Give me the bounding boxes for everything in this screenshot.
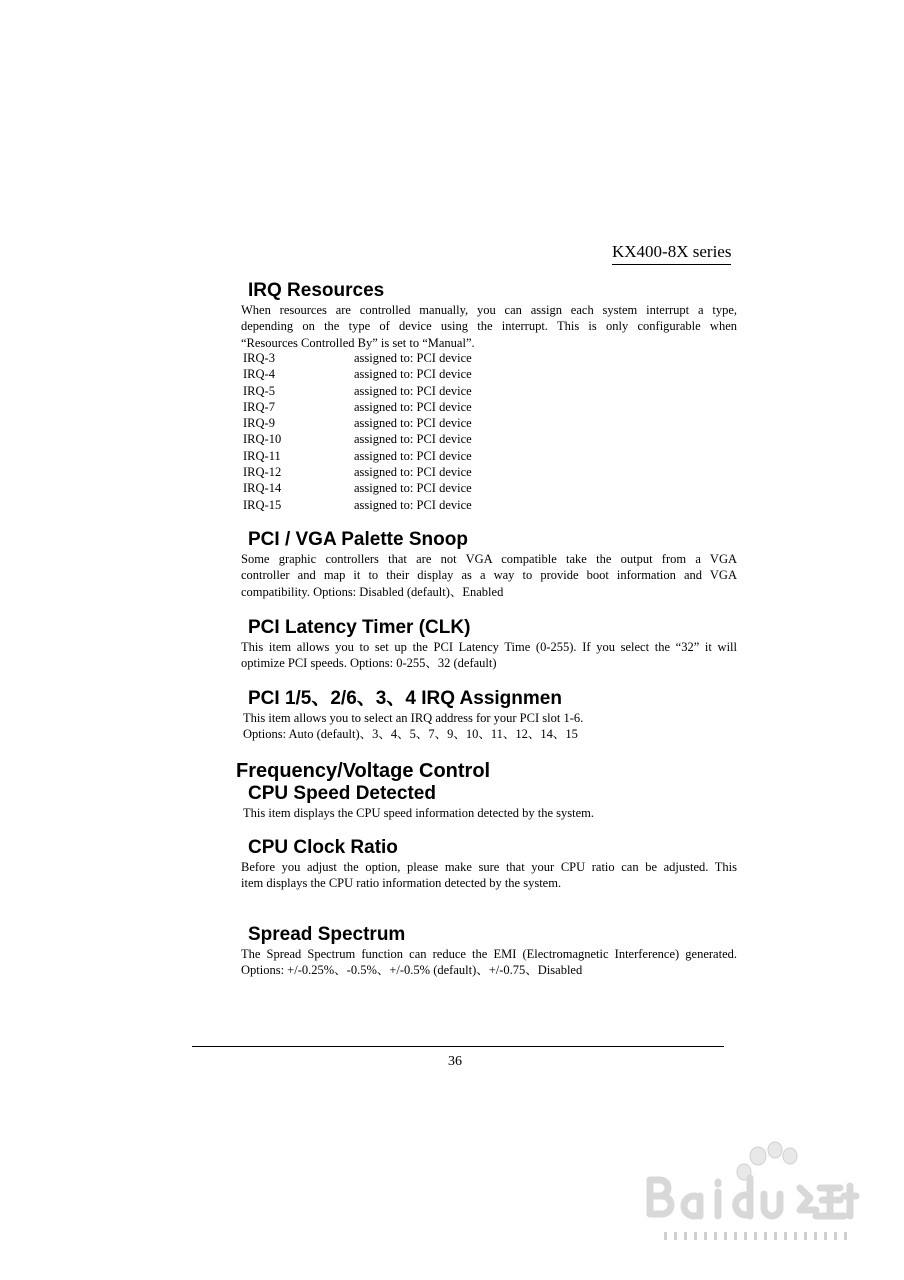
irq-name: IRQ-9 <box>243 416 275 431</box>
spread-spectrum-heading: Spread Spectrum <box>248 924 406 945</box>
irq-row <box>243 350 472 366</box>
irq-row <box>243 415 472 431</box>
irq-row <box>243 464 472 480</box>
cpu-ratio-heading: CPU Clock Ratio <box>248 837 398 858</box>
latency-timer-heading: PCI Latency Timer (CLK) <box>248 617 471 638</box>
paragraph-line: This item allows you to select an IRQ address for your PCI slot 1-6. <box>243 711 584 725</box>
irq-row <box>243 497 472 513</box>
baidu-jingyan-watermark-logo <box>640 1140 870 1250</box>
footer-divider <box>192 1046 724 1047</box>
paragraph-line: This item displays the CPU speed information detected by the system. <box>243 806 594 820</box>
irq-value: assigned to: PCI device <box>354 416 472 431</box>
irq-name: IRQ-5 <box>243 383 275 398</box>
irq-name: IRQ-12 <box>243 465 282 480</box>
irq-row <box>243 366 472 382</box>
irq-value: assigned to: PCI device <box>354 399 472 414</box>
cpu-speed-heading: CPU Speed Detected <box>248 783 436 804</box>
irq-value: assigned to: PCI device <box>354 351 472 365</box>
frequency-voltage-heading: Frequency/Voltage Control <box>236 760 491 782</box>
irq-value: assigned to: PCI device <box>354 367 472 382</box>
irq-name: IRQ-10 <box>243 432 282 447</box>
irq-name: IRQ-7 <box>243 399 275 414</box>
irq-name: IRQ-4 <box>243 367 275 382</box>
paragraph-line: controller and map it to their display as a way to provide boot information and VGA <box>241 568 737 583</box>
spread-spectrum-description <box>241 946 737 979</box>
paragraph-line: The Spread Spectrum function can reduce the EMI (Electromagnetic Interference) generated. <box>241 947 737 961</box>
irq-row <box>243 399 472 415</box>
irq-row <box>243 431 472 447</box>
paragraph-line: Before you adjust the option, please make sure that your CPU ratio can be adjusted. This <box>241 860 737 874</box>
paragraph-line: compatibility. Options: Disabled (default)、Enabled <box>241 584 504 599</box>
paragraph-line: This item allows you to set up the PCI Latency Time (0-255). If you select the “32” it will <box>241 640 737 654</box>
vga-snoop-heading: PCI / VGA Palette Snoop <box>248 529 468 550</box>
irq-row <box>243 383 472 399</box>
irq-assignment-heading: PCI 1/5、2/6、3、4 IRQ Assignmen <box>248 688 562 709</box>
cpu-speed-description <box>243 805 739 821</box>
irq-assignment-description <box>243 710 739 743</box>
irq-value: assigned to: PCI device <box>354 432 472 447</box>
paragraph-line: When resources are controlled manually, you can assign each system interrupt a type, <box>241 303 737 317</box>
irq-resources-description <box>241 302 737 351</box>
irq-name: IRQ-11 <box>243 448 281 463</box>
paragraph-line: depending on the type of device using the interrupt. This is only configurable when <box>241 319 737 334</box>
paragraph-line: item displays the CPU ratio information detected by the system. <box>241 876 562 891</box>
irq-resources-heading: IRQ Resources <box>248 280 385 301</box>
irq-row <box>243 480 472 496</box>
irq-value: assigned to: PCI device <box>354 481 472 496</box>
irq-row <box>243 448 472 464</box>
irq-value: assigned to: PCI device <box>354 497 472 512</box>
irq-value: assigned to: PCI device <box>354 383 472 398</box>
irq-value: assigned to: PCI device <box>354 448 472 463</box>
paragraph-line: optimize PCI speeds. Options: 0-255、32 (default) <box>241 656 497 671</box>
vga-snoop-description <box>241 551 737 600</box>
paragraph-line: Some graphic controllers that are not VGA compatible take the output from a VGA <box>241 552 737 566</box>
page-number: 36 <box>448 1054 462 1069</box>
paragraph-line: Options: Auto (default)、3、4、5、7、9、10、11、12、14、15 <box>243 727 578 742</box>
irq-value: assigned to: PCI device <box>354 465 472 480</box>
irq-assignment-list <box>243 350 472 513</box>
cpu-ratio-description <box>241 859 737 892</box>
paragraph-line: Options: +/-0.25%、-0.5%、+/-0.5% (default)、+/-0.75、Disabled <box>241 963 583 978</box>
latency-timer-description <box>241 639 737 672</box>
paragraph-line: “Resources Controlled By” is set to “Manual”. <box>241 335 475 350</box>
irq-name: IRQ-3 <box>243 351 275 365</box>
irq-name: IRQ-14 <box>243 481 282 496</box>
irq-name: IRQ-15 <box>243 497 282 512</box>
document-header: KX400-8X series <box>612 242 731 265</box>
